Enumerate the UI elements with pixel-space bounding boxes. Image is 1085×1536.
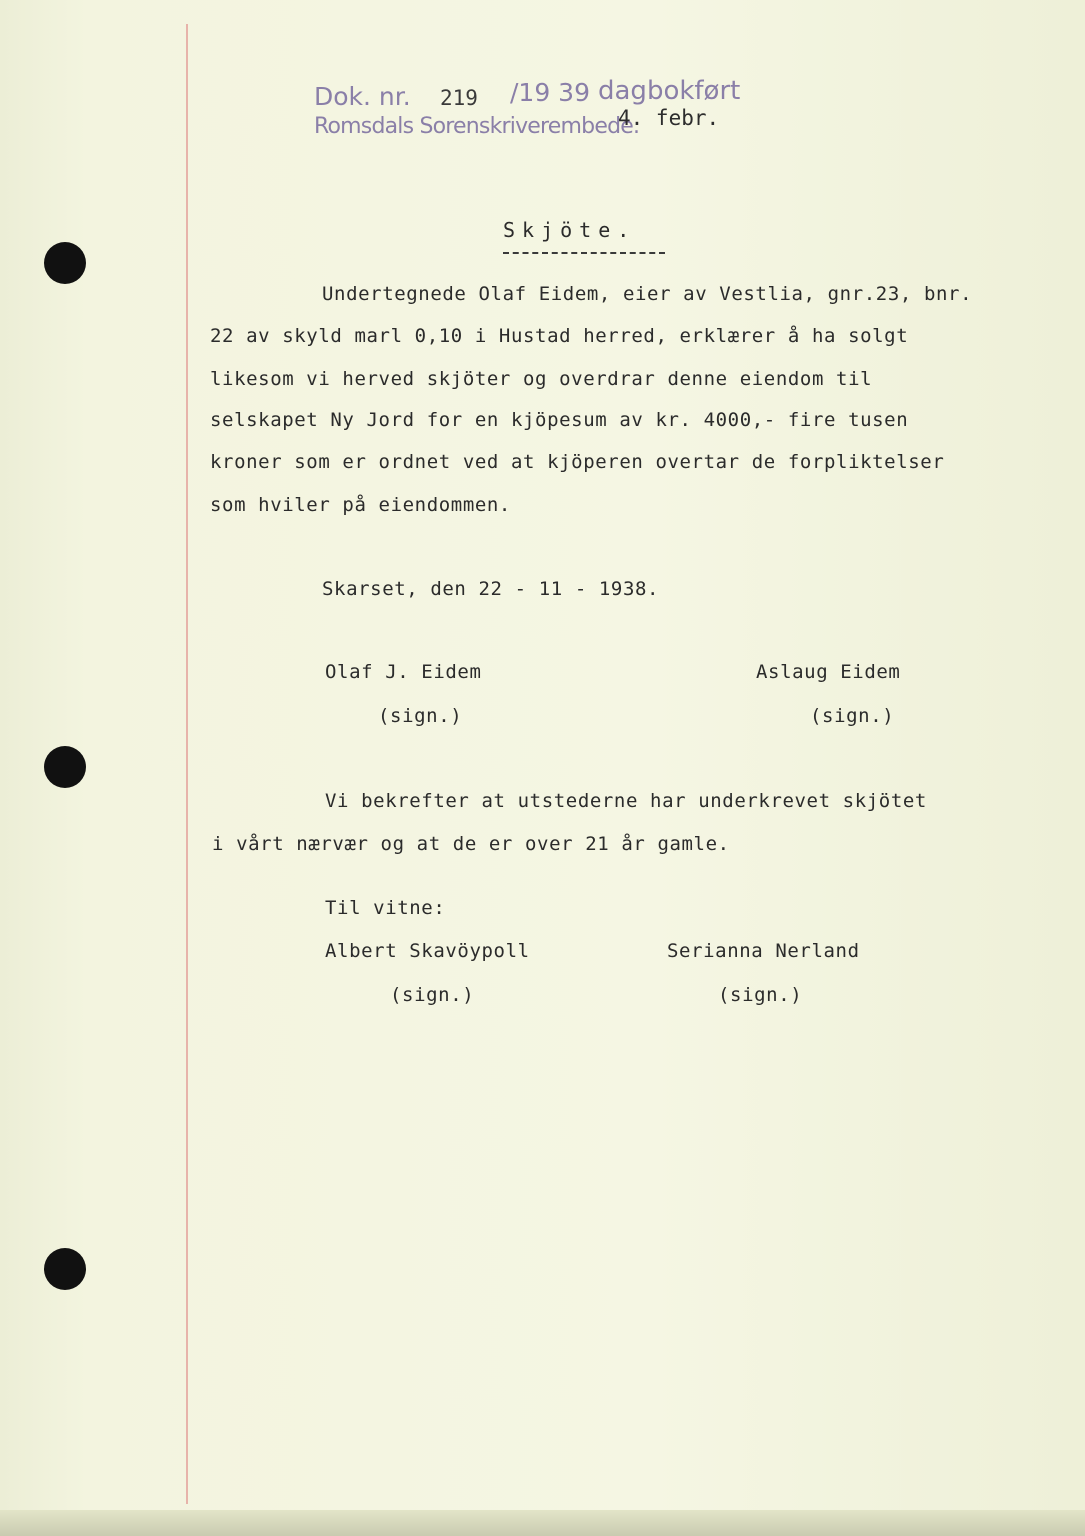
body-line-1: Undertegnede Olaf Eidem, eier av Vestlia, gnr.23, bnr. <box>322 283 973 305</box>
signer2-sign: (sign.) <box>810 705 895 727</box>
stamp-dok-number: 219 <box>440 86 478 110</box>
witness-line-2: i vårt nærvær og at de er over 21 år gamle. <box>212 833 730 855</box>
body-line-6: som hviler på eiendommen. <box>210 494 511 516</box>
witness-line-1: Vi bekrefter at utstederne har underkrevet skjötet <box>325 790 927 812</box>
witness1-sign: (sign.) <box>390 984 475 1006</box>
signer2-name: Aslaug Eidem <box>756 661 901 683</box>
signer1-sign: (sign.) <box>378 705 463 727</box>
body-line-5: kroner som er ordnet ved at kjöperen overtar de forpliktelser <box>210 451 945 473</box>
signer1-name: Olaf J. Eidem <box>325 661 482 683</box>
document-title: Skjöte. <box>503 218 637 242</box>
stamp-office: Romsdals Sorenskriverembede. <box>314 114 640 139</box>
body-line-2: 22 av skyld marl 0,10 i Hustad herred, erklærer å ha solgt <box>210 325 909 347</box>
punch-hole-bottom <box>44 1248 86 1290</box>
witness-label: Til vitne: <box>325 897 446 919</box>
title-underline <box>503 252 665 254</box>
stamp-date: 4. febr. <box>618 106 720 130</box>
stamp-year: /19 39 <box>510 78 590 107</box>
stamp-dok-label: Dok. nr. <box>314 82 411 111</box>
body-line-3: likesom vi herved skjöter og overdrar denne eiendom til <box>210 368 873 390</box>
witness1-name: Albert Skavöypoll <box>325 940 530 962</box>
page-bottom-edge <box>0 1510 1085 1536</box>
stamp-dagbokfort: dagbokført <box>598 76 741 106</box>
margin-rule <box>186 24 188 1504</box>
body-line-4: selskapet Ny Jord for en kjöpesum av kr. 4000,- fire tusen <box>210 409 909 431</box>
place-date: Skarset, den 22 - 11 - 1938. <box>322 578 660 600</box>
punch-hole-top <box>44 242 86 284</box>
punch-hole-middle <box>44 746 86 788</box>
witness2-sign: (sign.) <box>718 984 803 1006</box>
witness2-name: Serianna Nerland <box>667 940 860 962</box>
